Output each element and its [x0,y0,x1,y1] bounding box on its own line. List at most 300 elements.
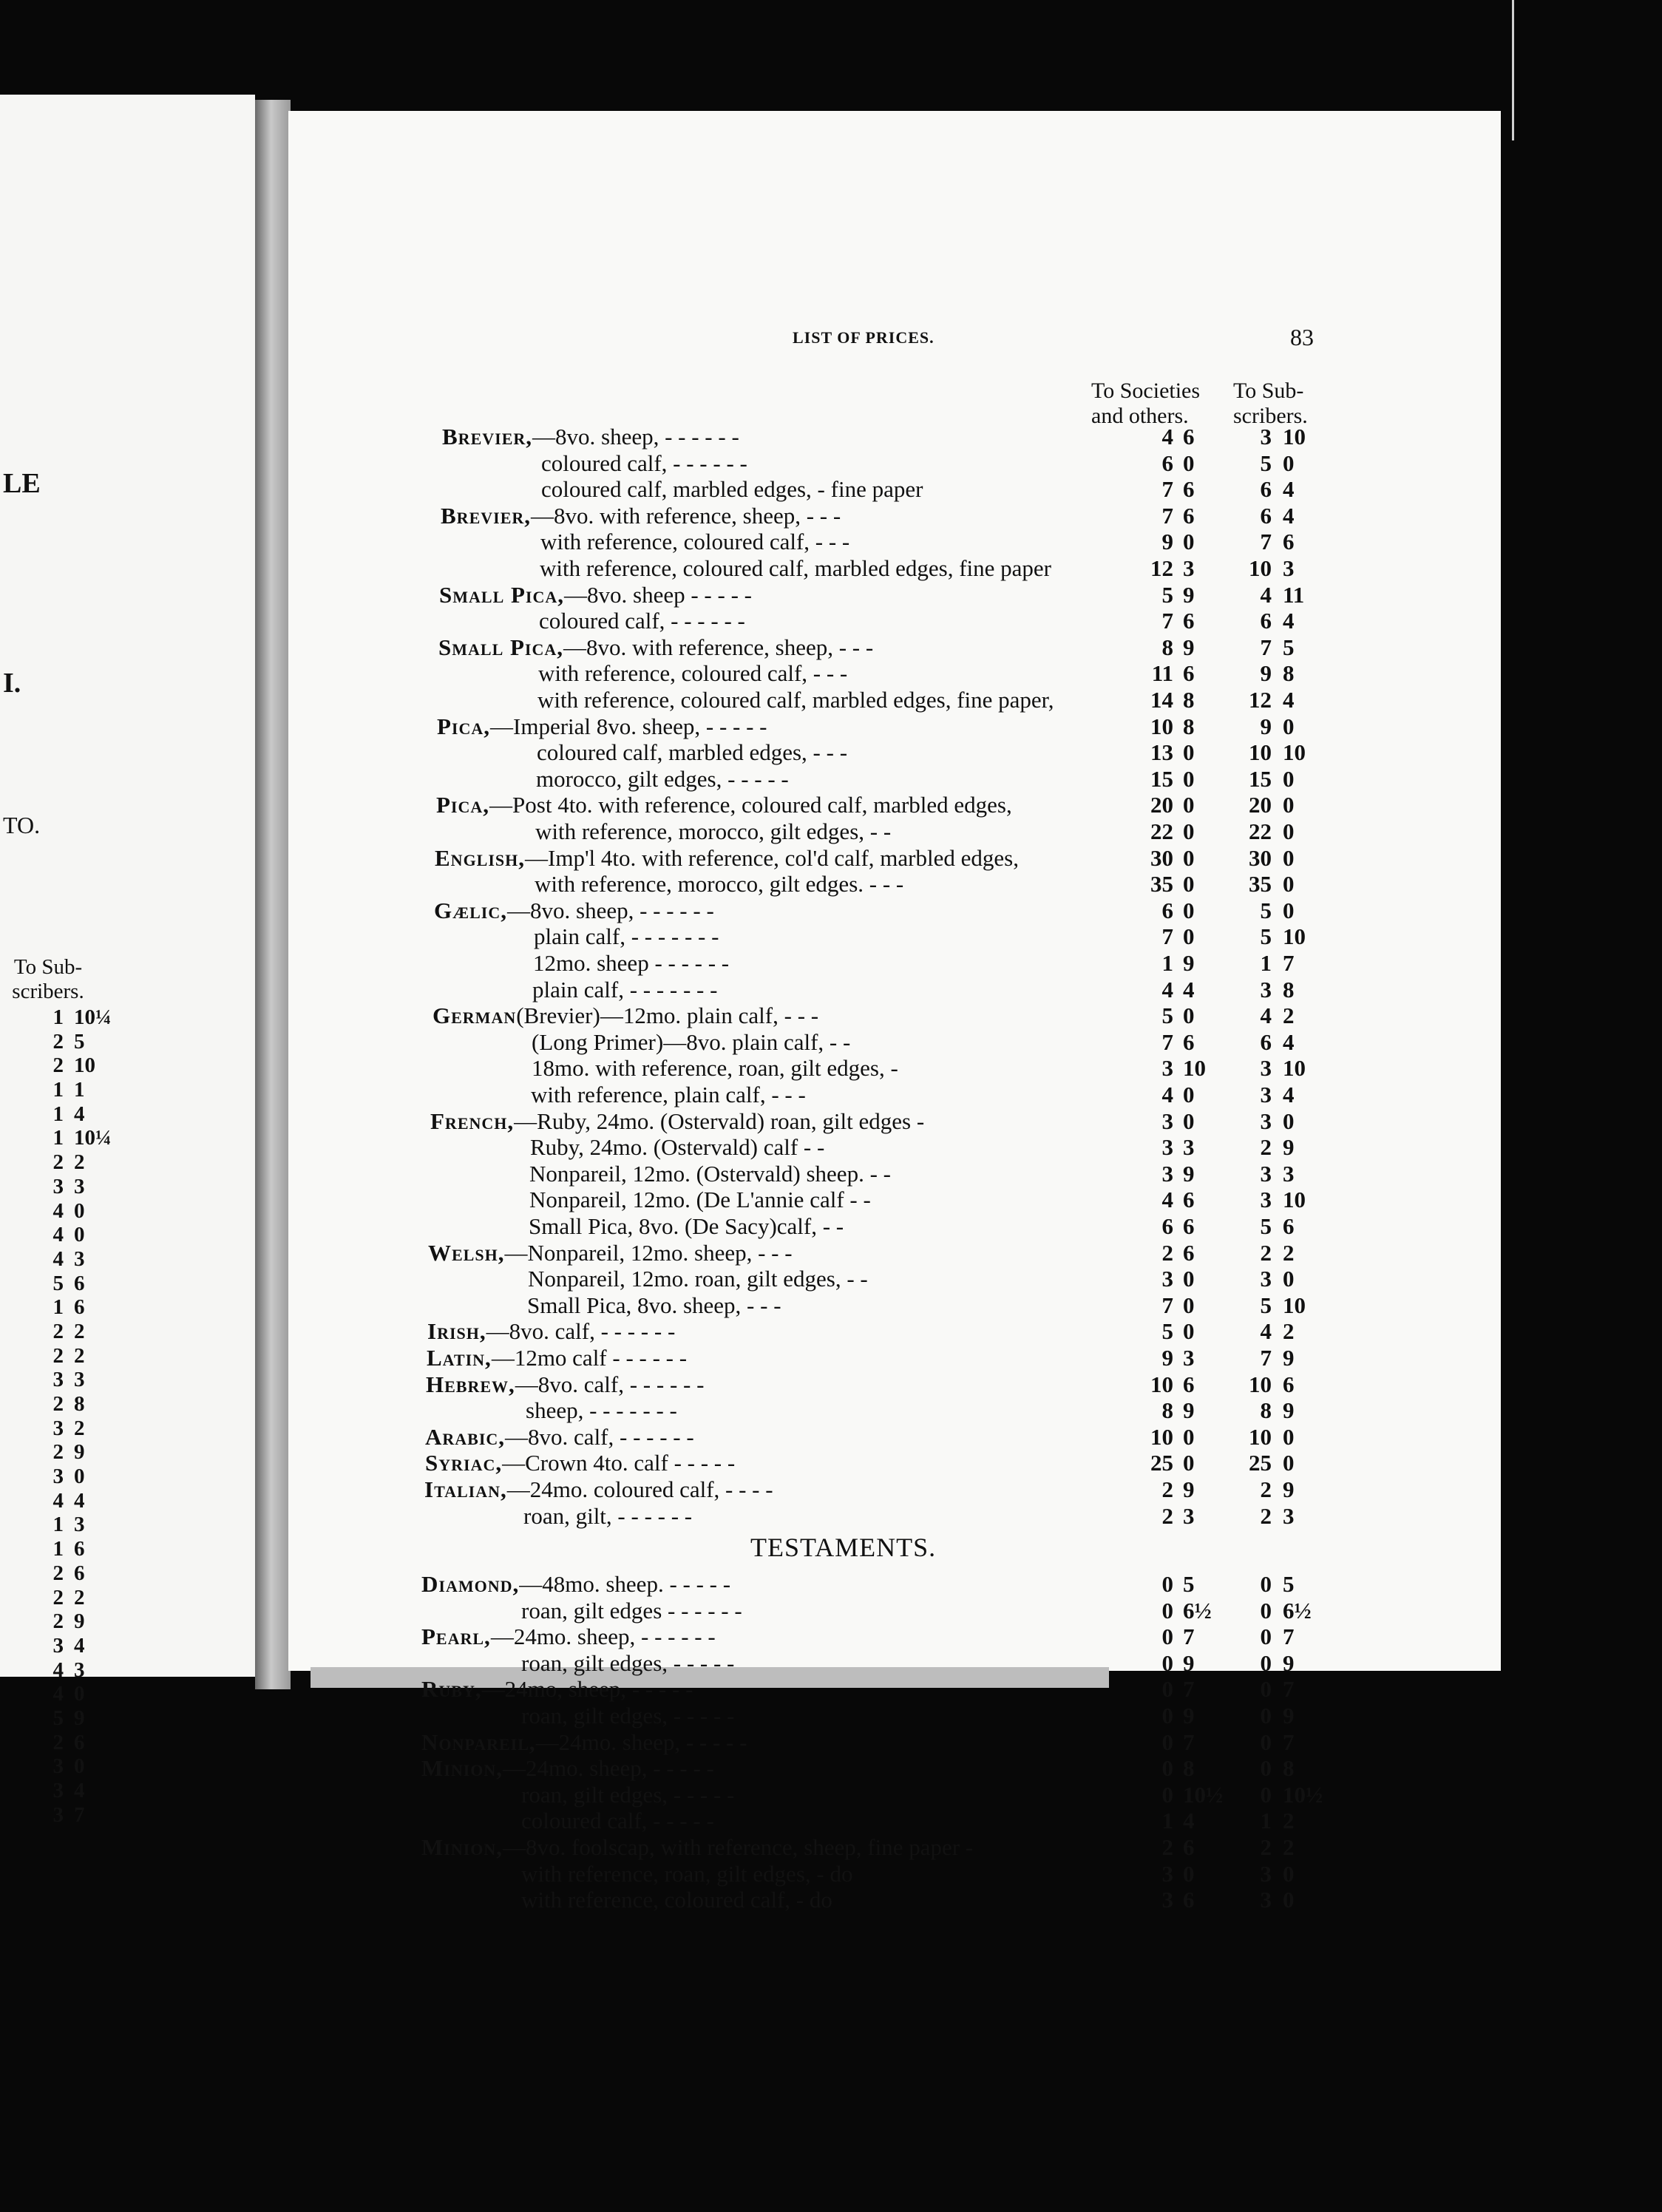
left-price-pence: 5 [74,1029,85,1054]
societies-pence: 9 [1183,950,1195,976]
societies-shillings: 9 [1161,529,1173,555]
subscribers-shillings: 35 [1249,871,1272,898]
societies-pence: 0 [1183,1107,1195,1134]
section-title-testaments: TESTAMENTS. [750,1533,937,1562]
item-description [435,846,1019,871]
societies-shillings: 4 [1161,976,1173,1002]
societies-pence: 9 [1183,1703,1195,1728]
price-row [0,951,1662,976]
col-societies-line2: and others. [1091,404,1189,428]
left-price-pence: 1 [74,1078,85,1102]
left-price-pence: 10¼ [74,1126,112,1150]
societies-pence: 6 [1183,502,1195,529]
version-label: Brevier, [441,502,531,529]
price-row [0,924,1662,949]
societies-shillings: 30 [1150,844,1173,871]
price-row [0,1756,1662,1781]
left-price-pence: 4 [74,1633,85,1658]
societies-shillings: 6 [1161,897,1173,923]
binding-text: sheep, - - - - - - - [526,1397,677,1424]
societies-pence: 6 [1183,1887,1195,1913]
item-description [539,608,745,634]
subscribers-shillings: 3 [1260,1187,1272,1213]
societies-shillings: 20 [1150,792,1173,818]
subscribers-pence: 2 [1283,1002,1295,1029]
price-row [0,1887,1662,1913]
subscribers-pence: 2 [1283,1834,1295,1860]
subscribers-shillings: 5 [1260,897,1272,923]
binding-text: Ruby, 24mo. (Ostervald) calf - - [530,1134,825,1161]
price-row [0,424,1662,449]
left-price-pence: 0 [74,1465,85,1489]
price-row [0,1572,1662,1597]
societies-pence: 7 [1183,1728,1195,1755]
item-description [521,1598,742,1624]
subscribers-pence: 0 [1283,765,1295,792]
binding-text: 12mo. sheep - - - - - - [533,950,730,976]
price-row [0,793,1662,818]
subscribers-shillings: 0 [1260,1755,1272,1782]
subscribers-shillings: 0 [1260,1649,1272,1676]
subscribers-pence: 0 [1283,1423,1295,1450]
binding-text: —24mo, sheep, - - - - - [481,1676,693,1703]
price-row [0,556,1662,581]
societies-shillings: 7 [1161,1292,1173,1318]
subscribers-shillings: 0 [1260,1597,1272,1624]
item-description [532,977,717,1002]
societies-shillings: 0 [1161,1781,1173,1808]
subscribers-pence: 0 [1283,1107,1295,1134]
societies-shillings: 1 [1161,1808,1173,1834]
societies-shillings: 6 [1161,449,1173,476]
price-row [0,1598,1662,1624]
societies-shillings: 2 [1161,1502,1173,1529]
binding-text: coloured calf, - - - - - - [539,608,745,634]
subscribers-pence: 3 [1283,555,1295,581]
left-price-shillings: 3 [52,1368,64,1392]
binding-text: —8vo. sheep - - - - - [564,581,752,608]
item-description [427,1319,675,1344]
subscribers-shillings: 3 [1260,1107,1272,1134]
societies-pence: 6 [1183,1834,1195,1860]
societies-pence: 9 [1183,1476,1195,1502]
price-row [0,1477,1662,1502]
binding-text: Nonpareil, 12mo. (Ostervald) sheep. - - [529,1160,891,1187]
subscribers-pence: 7 [1283,1624,1295,1650]
left-price-pence: 6 [74,1561,85,1585]
left-price-pence: 0 [74,1198,85,1223]
societies-pence: 0 [1183,1002,1195,1029]
item-description [521,1862,852,1887]
binding-text: with reference, coloured calf, marbled edges, fine paper [540,555,1051,581]
societies-shillings: 4 [1161,424,1173,449]
subscribers-pence: 9 [1283,1703,1295,1728]
price-row [0,1082,1662,1107]
left-price-shillings: 1 [52,1126,64,1150]
left-price-shillings: 4 [52,1198,64,1223]
item-description [425,1425,694,1450]
left-price-shillings: 3 [52,1465,64,1489]
societies-shillings: 7 [1161,923,1173,950]
price-row [0,1056,1662,1081]
societies-pence: 6 [1183,476,1195,503]
binding-text: roan, gilt, - - - - - - [523,1502,693,1529]
societies-pence: 0 [1183,739,1195,766]
price-row [0,898,1662,923]
item-description [521,1651,734,1676]
left-price-pence: 4 [74,1779,85,1802]
subscribers-shillings: 2 [1260,1134,1272,1161]
left-price-shillings: 1 [52,1078,64,1102]
item-description [442,424,739,449]
item-description [521,1703,734,1728]
item-description [428,1241,793,1266]
societies-shillings: 5 [1161,1318,1173,1345]
price-row [0,714,1662,739]
left-price-pence: 0 [74,1682,85,1706]
societies-shillings: 7 [1161,502,1173,529]
col-subscribers-line2: scribers. [1233,404,1308,428]
binding-text: with reference, coloured calf, - - - [540,529,850,555]
left-price-shillings: 1 [52,1513,64,1537]
binding-text: with reference, plain calf, - - - [531,1082,806,1107]
societies-pence: 5 [1183,1571,1195,1597]
left-price-pence: 3 [74,1174,85,1198]
binding-text: —12mo calf - - - - - - [491,1345,688,1371]
left-price-pence: 3 [74,1658,85,1682]
societies-pence: 8 [1183,687,1195,713]
left-price-pence: 9 [74,1440,85,1465]
societies-shillings: 8 [1161,1397,1173,1424]
item-description [526,1398,677,1423]
societies-shillings: 10 [1150,1423,1173,1450]
version-label: Irish, [427,1318,486,1345]
item-description [529,1161,891,1187]
societies-pence: 0 [1183,1082,1195,1107]
societies-pence: 0 [1183,818,1195,844]
societies-shillings: 5 [1161,581,1173,608]
binding-text: —48mo. sheep. - - - - - [519,1571,731,1597]
binding-text: —Imperial 8vo. sheep, - - - - - [490,713,767,739]
societies-shillings: 2 [1161,1239,1173,1266]
societies-shillings: 4 [1161,1187,1173,1213]
subscribers-pence: 6 [1283,529,1295,555]
subscribers-pence: 3 [1283,1160,1295,1187]
subscribers-shillings: 0 [1260,1703,1272,1728]
societies-shillings: 3 [1161,1107,1173,1134]
societies-pence: 0 [1183,923,1195,950]
subscribers-shillings: 0 [1260,1728,1272,1755]
binding-text: —8vo. calf, - - - - - - [505,1423,694,1450]
subscribers-pence: 9 [1283,1397,1295,1424]
societies-pence: 6 [1183,1187,1195,1213]
societies-shillings: 10 [1150,713,1173,739]
binding-text: —24mo. sheep, - - - - - [535,1728,747,1755]
left-price-shillings: 4 [52,1488,64,1513]
item-description [527,1293,781,1318]
version-label: Minion, [421,1755,503,1782]
societies-pence: 0 [1183,897,1195,923]
subscribers-pence: 0 [1283,897,1295,923]
binding-text: roan, gilt edges, - - - - - [521,1649,735,1676]
price-row [0,1161,1662,1187]
item-description [537,740,847,765]
binding-text: (Long Primer)—8vo. plain calf, - - [532,1028,851,1055]
version-label: Pica, [437,713,491,739]
item-description [530,1135,824,1160]
price-row [0,1451,1662,1476]
societies-pence: 7 [1183,1624,1195,1650]
binding-text: roan, gilt edges - - - - - - [521,1597,742,1624]
societies-pence: 9 [1183,1397,1195,1424]
price-row [0,503,1662,529]
item-description [421,1677,693,1702]
subscribers-shillings: 6 [1260,1028,1272,1055]
col-subscribers-line1: To Sub- [1233,379,1304,403]
binding-text: —Post 4to. with reference, coloured calf, marbled edges, [489,792,1012,818]
price-row [0,1343,1662,1371]
subscribers-pence: 6 [1283,1371,1295,1397]
societies-pence: 0 [1183,844,1195,871]
societies-shillings: 0 [1161,1755,1173,1782]
binding-text: —24mo. sheep, - - - - - [503,1755,714,1782]
version-label: Nonpareil, [421,1728,536,1755]
price-row [0,529,1662,554]
societies-pence: 0 [1183,1292,1195,1318]
societies-pence: 6½ [1183,1597,1212,1624]
price-row [0,688,1662,713]
societies-pence: 0 [1183,1860,1195,1887]
societies-pence: 9 [1183,1649,1195,1676]
left-price-shillings: 4 [52,1223,64,1247]
left-price-shillings: 2 [52,1392,64,1416]
subscribers-pence: 6 [1283,1213,1295,1239]
societies-shillings: 13 [1150,739,1173,766]
price-row [0,1808,1662,1833]
left-price-shillings: 2 [52,1440,64,1465]
left-price-shillings: 1 [52,1295,64,1320]
left-price-shillings: 3 [52,1754,64,1779]
subscribers-shillings: 4 [1260,1318,1272,1345]
subscribers-shillings: 7 [1260,634,1272,660]
price-row [0,1782,1662,1808]
subscribers-shillings: 22 [1249,818,1272,844]
price-row [0,1862,1662,1887]
subscribers-pence: 10 [1283,739,1306,766]
societies-shillings: 5 [1161,1002,1173,1029]
subscribers-shillings: 25 [1249,1450,1272,1476]
item-description [421,1835,973,1860]
subscribers-pence: 8 [1283,1755,1295,1782]
binding-text: —8vo. with reference, sheep, - - - [531,502,841,529]
subscribers-pence: 4 [1283,608,1295,634]
item-description [529,1187,871,1212]
subscribers-pence: 5 [1283,634,1295,660]
binding-text: —8vo. calf, - - - - - - [486,1318,676,1345]
societies-pence: 8 [1183,1755,1195,1782]
societies-shillings: 0 [1161,1703,1173,1728]
item-description [421,1624,716,1649]
price-row [0,1504,1662,1529]
subscribers-pence: 0 [1283,1860,1295,1887]
societies-shillings: 3 [1161,1160,1173,1187]
binding-text: with reference, morocco, gilt edges. - - - [535,871,904,898]
societies-pence: 3 [1183,555,1195,581]
subscribers-shillings: 20 [1249,792,1272,818]
societies-pence: 0 [1183,765,1195,792]
price-row [0,1266,1662,1292]
subscribers-pence: 10 [1283,1055,1306,1082]
binding-text: —8vo. sheep, - - - - - - [507,897,714,923]
item-description [424,1477,773,1502]
societies-shillings: 0 [1161,1728,1173,1755]
version-label: Brevier, [442,424,532,449]
societies-shillings: 4 [1161,1082,1173,1107]
binding-text: —8vo. calf, - - - - - - [515,1371,705,1397]
subscribers-shillings: 4 [1260,581,1272,608]
price-row [0,608,1662,634]
item-description [541,477,923,502]
subscribers-shillings: 7 [1260,529,1272,555]
item-description [438,635,873,660]
binding-text: coloured calf, - - - - - - [541,449,747,476]
subscribers-pence: 0 [1283,792,1295,818]
subscribers-pence: 9 [1283,1345,1295,1371]
subscribers-shillings: 15 [1249,765,1272,792]
subscribers-shillings: 3 [1260,1266,1272,1292]
societies-pence: 0 [1183,1450,1195,1476]
subscribers-shillings: 2 [1260,1476,1272,1502]
item-description [434,898,714,923]
price-row [0,1109,1662,1134]
item-description [533,951,729,976]
societies-shillings: 35 [1150,871,1173,898]
item-description [521,1887,832,1913]
left-price-shillings: 2 [52,1561,64,1585]
societies-shillings: 3 [1161,1266,1173,1292]
subscribers-pence: 9 [1283,1649,1295,1676]
societies-pence: 0 [1183,449,1195,476]
subscribers-shillings: 7 [1260,1345,1272,1371]
subscribers-pence: 5 [1283,1571,1295,1597]
subscribers-shillings: 10 [1249,739,1272,766]
price-row [0,740,1662,765]
subscribers-shillings: 3 [1260,1860,1272,1887]
item-description [426,1372,704,1397]
binding-text: with reference, coloured calf, - - - [538,660,848,687]
left-price-shillings: 3 [52,1416,64,1440]
societies-pence: 10 [1183,1055,1206,1082]
left-price-pence: 3 [74,1368,85,1392]
societies-shillings: 14 [1150,687,1173,713]
price-row [0,1030,1662,1055]
subscribers-pence: 9 [1283,1134,1295,1161]
price-row [0,1624,1662,1649]
price-row [0,846,1662,871]
left-price-pence: 3 [74,1513,85,1537]
left-price-shillings: 2 [52,1609,64,1634]
left-price-pence: 6 [74,1730,85,1754]
left-column-header-line1: To Sub- [13,955,83,979]
price-row [0,1241,1662,1266]
binding-text: —8vo. foolscap, with reference, sheep, fine paper - [503,1834,974,1860]
left-price-shillings: 2 [52,1585,64,1609]
price-row [0,477,1662,502]
item-description [421,1756,714,1781]
societies-shillings: 2 [1161,1834,1173,1860]
binding-text: morocco, gilt edges, - - - - - [536,765,789,792]
subscribers-pence: 7 [1283,950,1295,976]
binding-text: with reference, coloured calf, marbled edges, fine paper, [537,687,1054,713]
subscribers-pence: 2 [1283,1808,1295,1834]
item-description [521,1808,714,1833]
subscribers-pence: 7 [1283,1676,1295,1703]
item-description [540,556,1051,581]
item-description [421,1730,747,1755]
societies-pence: 6 [1183,1213,1195,1239]
societies-shillings: 12 [1150,555,1173,581]
subscribers-shillings: 3 [1260,1887,1272,1913]
item-description [430,1109,924,1134]
item-description [531,1082,806,1107]
binding-text: (Brevier)—12mo. plain calf, - - - [516,1002,819,1029]
subscribers-shillings: 6 [1260,476,1272,503]
left-price-pence: 10 [74,1054,95,1078]
left-price-shillings: 4 [52,1658,64,1682]
subscribers-shillings: 0 [1260,1571,1272,1597]
societies-shillings: 0 [1161,1597,1173,1624]
item-description [439,583,752,608]
subscribers-pence: 0 [1283,844,1295,871]
left-price-pence: 6 [74,1295,85,1320]
left-price-shillings: 1 [52,1537,64,1561]
binding-text: plain calf, - - - - - - - [534,923,719,950]
price-row [0,1293,1662,1318]
left-price-shillings: 2 [52,1343,64,1368]
left-price-pence: 10¼ [74,1005,112,1029]
left-price-shillings: 4 [52,1682,64,1706]
societies-shillings: 15 [1150,765,1173,792]
left-price-shillings: 5 [52,1271,64,1295]
binding-text: —Crown 4to. calf - - - - - [502,1450,736,1476]
left-price-pence: 6 [74,1537,85,1561]
societies-shillings: 10 [1150,1371,1173,1397]
binding-text: —8vo. sheep, - - - - - - [532,424,739,449]
binding-text: coloured calf, - - - - - [521,1808,714,1834]
left-price-pence: 2 [74,1150,85,1175]
price-row [0,1187,1662,1212]
price-row [0,1703,1662,1728]
item-description [529,1214,844,1239]
binding-text: —24mo. coloured calf, - - - - [506,1476,773,1502]
left-price-pence: 0 [74,1754,85,1779]
item-description [532,1056,898,1081]
version-label: Pica, [436,792,490,818]
societies-pence: 7 [1183,1676,1195,1703]
subscribers-shillings: 5 [1260,1213,1272,1239]
binding-text: Small Pica, 8vo. (De Sacy)calf, - - [529,1213,844,1239]
subscribers-shillings: 4 [1260,1002,1272,1029]
subscribers-pence: 4 [1283,476,1295,503]
societies-pence: 6 [1183,608,1195,634]
societies-pence: 3 [1183,1345,1195,1371]
binding-text: 18mo. with reference, roan, gilt edges, - [532,1055,898,1082]
left-fragment-1: LE [3,468,41,499]
subscribers-shillings: 3 [1260,1055,1272,1082]
left-price-pence: 2 [74,1416,85,1440]
subscribers-shillings: 30 [1249,844,1272,871]
price-row [0,635,1662,660]
